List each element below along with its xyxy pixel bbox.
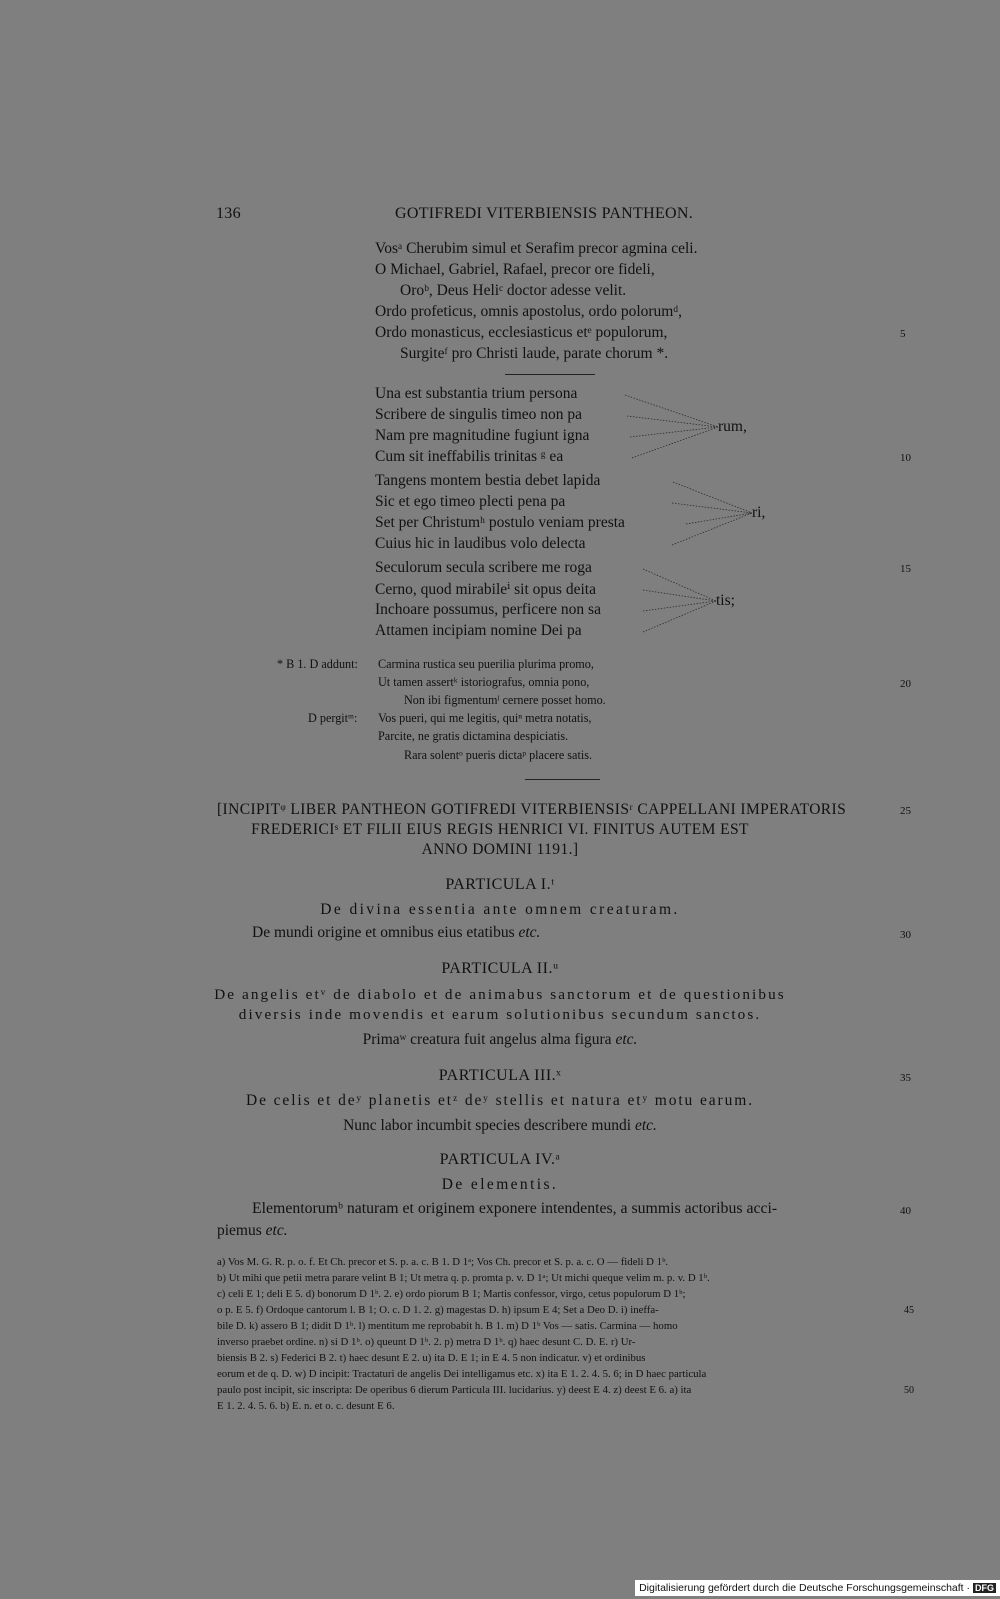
- line-number: 45: [904, 1305, 914, 1316]
- dfg-logo: DFG: [975, 1583, 994, 1593]
- footnote-line: c) celi E 1; deli E 5. d) bonorum D 1ᵇ. 2. e) ordo piorum B 1; Martis confessor, virgo, cetus populorum D 1ᵇ;: [217, 1288, 686, 1300]
- footnote-line: biensis B 2. s) Federici B 2. t) haec desunt E 2. u) ita D. E 1; in E 4. 5 non indicatur. v) et ordinibus: [217, 1352, 646, 1364]
- page-number: 136: [216, 205, 241, 222]
- line-number: 30: [900, 929, 911, 941]
- body-text: Elementorumᵇ naturam et originem exponere intendentes, a summis actoribus acci-: [252, 1200, 778, 1217]
- verse-line: Nam pre magnitudine fugiunt igna: [375, 427, 590, 444]
- particula-description: De divina essentia ante omnem creaturam.: [320, 901, 680, 918]
- verse-line: Ordo profeticus, omnis apostolus, ordo polorumᵈ,: [375, 303, 683, 320]
- footnote-line: b) Ut mihi que petii metra parare velint B 1; Ut metra q. p. promta p. v. D 1ᵃ; Ut michi queque velim m. p. v. D 1ᵇ.: [217, 1272, 710, 1284]
- footnote-line: eorum et de q. D. w) D incipit: Tractaturi de angelis Dei intelligamus etc. x) ita E 1. 2. 4. 5. 6; in D haec particula: [217, 1368, 707, 1380]
- verse-line: Cum sit ineffabilis trinitas ᵍ ea: [375, 448, 564, 465]
- note-verse: Rara solentᵒ pueris dictaᵖ placere satis.: [404, 748, 593, 762]
- particula-incipit: Primaʷ creatura fuit angelus alma figura etc.: [362, 1031, 638, 1048]
- running-title: GOTIFREDI VITERBIENSIS PANTHEON.: [395, 205, 694, 222]
- particula-description: diversis inde movendis et earum solutionibus secundum sanctos.: [238, 1006, 762, 1023]
- verse-line: Inchoare possumus, perficere non sa: [375, 601, 601, 618]
- verse-line: Cerno, quod mirabileⁱ sit opus deita: [375, 581, 596, 598]
- line-number: 35: [900, 1072, 911, 1084]
- footnote-line: inverso praebet ordine. n) si D 1ᵇ. o) queunt D 1ᵇ. 2. p) metra D 1ᵇ. q) haec desunt C. D. E. r) Ur-: [217, 1336, 636, 1348]
- verse-line: Ordo monasticus, ecclesiasticus etᵉ populorum,: [375, 324, 668, 341]
- note-verse: Non ibi figmentumˡ cernere posset homo.: [404, 693, 606, 707]
- rhyme-suffix: tis;: [716, 592, 735, 609]
- footnote-line: a) Vos M. G. R. p. o. f. Et Ch. precor et S. p. a. c. B 1. D 1ᵃ; Vos Ch. precor et S. p. a. c. O — fideli D 1ᵇ.: [217, 1256, 669, 1268]
- particula-title: PARTICULA III.ˣ: [438, 1067, 562, 1084]
- line-number: 5: [900, 328, 906, 340]
- note-verse: Ut tamen assertᵏ istoriografus, omnia pono,: [378, 675, 590, 689]
- footnote-line: o p. E 5. f) Ordoque cantorum l. B 1; O. c. D 1. 2. g) magestas D. h) ipsum E 4; Set a Deo D. i) ineffa-: [217, 1304, 659, 1316]
- line-number: 20: [900, 678, 911, 690]
- particula-title: PARTICULA IV.ᵃ: [439, 1151, 561, 1168]
- particula-description: De celis et deʸ planetis etᶻ deʸ stellis et natura etʸ motu earum.: [245, 1092, 754, 1109]
- separator-rule: [525, 779, 600, 780]
- verse-line: Cuius hic in laudibus volo delecta: [375, 535, 586, 552]
- particula-description: De angelis etᵛ de diabolo et de animabus sanctorum et de questionibus: [214, 986, 786, 1003]
- line-number: 15: [900, 563, 911, 575]
- verse-line: Set per Christumʰ postulo veniam presta: [375, 514, 625, 531]
- verse-line: Tangens montem bestia debet lapida: [375, 472, 601, 489]
- particula-title: PARTICULA I.ᵗ: [445, 876, 555, 893]
- line-number: 25: [900, 805, 911, 817]
- verse-line: Vosᵃ Cherubim simul et Serafim precor agmina celi.: [375, 240, 698, 257]
- verse-line: Seculorum secula scribere me roga: [375, 559, 592, 576]
- line-number: 40: [900, 1205, 911, 1217]
- particula-incipit: Nunc labor incumbit species describere mundi etc.: [343, 1117, 657, 1134]
- verse-line: Surgiteᶠ pro Christi laude, parate chorum *.: [400, 345, 669, 362]
- rhyme-suffix: ri,: [752, 504, 766, 521]
- verse-line: Oroᵇ, Deus Heliᶜ doctor adesse velit.: [400, 282, 627, 299]
- particula-incipit: De mundi origine et omnibus eius etatibus etc.: [252, 924, 541, 941]
- separator-rule: [505, 374, 595, 375]
- verse-line: O Michael, Gabriel, Rafael, precor ore fideli,: [375, 261, 655, 278]
- incipit-line: [INCIPITᵠ LIBER PANTHEON GOTIFREDI VITERBIENSISʳ CAPPELLANI IMPERATORIS: [217, 801, 847, 818]
- body-text: piemus etc.: [217, 1222, 288, 1239]
- incipit-line: ANNO DOMINI 1191.]: [421, 841, 579, 858]
- particula-description: De elementis.: [441, 1176, 559, 1193]
- verse-line: Una est substantia trium persona: [375, 385, 578, 402]
- particula-title: PARTICULA II.ᵘ: [441, 960, 559, 977]
- verse-line: Scribere de singulis timeo non pa: [375, 406, 583, 423]
- rhyme-suffix: rum,: [718, 418, 747, 435]
- footnote-line: E 1. 2. 4. 5. 6. b) E. n. et o. c. desunt E 6.: [217, 1400, 395, 1412]
- verse-line: Sic et ego timeo plecti pena pa: [375, 493, 566, 510]
- note-verse: Parcite, ne gratis dictamina despiciatis.: [378, 729, 569, 743]
- verse-line: Attamen incipiam nomine Dei pa: [375, 622, 582, 639]
- footnote-line: paulo post incipit, sic inscripta: De operibus 6 dierum Particula III. lucidarius. y) deest E 4. z) deest E 6. a) ita: [217, 1384, 692, 1396]
- digitization-credit: Digitalisierung gefördert durch die Deutsche Forschungsgemeinschaft · DFG: [635, 1580, 1000, 1596]
- note-label: D pergitᵐ:: [308, 711, 358, 725]
- line-number: 50: [904, 1385, 914, 1396]
- note-label: * B 1. D addunt:: [277, 657, 358, 671]
- note-verse: Carmina rustica seu puerilia plurima promo,: [378, 657, 594, 671]
- note-verse: Vos pueri, qui me legitis, quiⁿ metra notatis,: [378, 711, 592, 725]
- footnote-line: bile D. k) assero B 1; didit D 1ᵇ. l) mentitum me reprobabit h. B 1. m) D 1ᵇ Vos — satis. Carmina — homo: [217, 1320, 678, 1332]
- line-number: 10: [900, 452, 911, 464]
- incipit-line: FREDERICIˢ ET FILII EIUS REGIS HENRICI VI. FINITUS AUTEM EST: [251, 821, 749, 838]
